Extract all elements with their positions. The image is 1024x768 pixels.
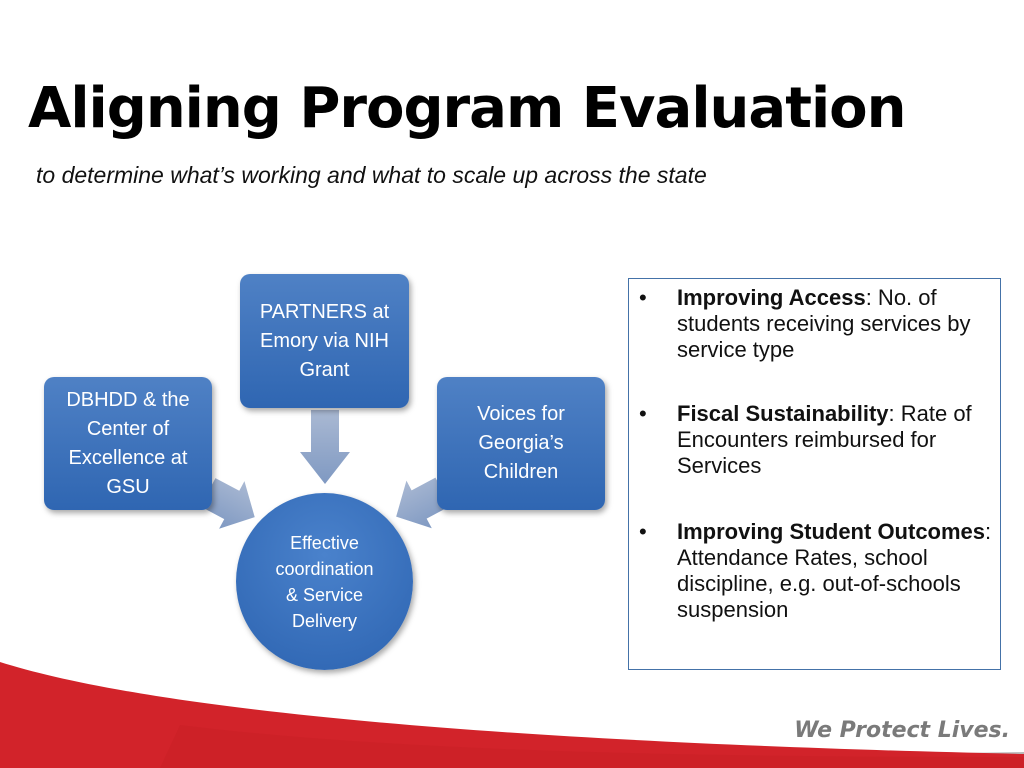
partners-line: Emory via NIH	[260, 329, 389, 352]
partners-line: PARTNERS at	[259, 300, 390, 323]
voices-line: Georgia’s	[478, 432, 564, 454]
bullet-heading: Fiscal Sustainability	[677, 401, 889, 426]
center-line: coordination	[275, 558, 374, 579]
voices-box	[437, 377, 605, 510]
bullet-text: : No. of students receiving services by service type	[677, 285, 971, 362]
center-circle	[236, 493, 413, 670]
center-line: Delivery	[291, 610, 357, 631]
bullet-dot: •	[639, 285, 647, 310]
dbhdd-line: Excellence at	[68, 446, 188, 469]
voices-line: Voices for	[477, 403, 565, 425]
center-line: & Service	[285, 584, 363, 605]
slide-subtitle: to determine what’s working and what to scale up across the state	[36, 162, 707, 188]
bullet-text: : Rate of Encounters reimbursed for Services	[677, 401, 972, 478]
partners-box	[240, 274, 409, 408]
dbhdd-line: Center of	[86, 417, 170, 440]
tagline: We Protect Lives.	[794, 718, 1010, 743]
bullet-text: : Attendance Rates, school discipline, e.g. out-of-schools suspension	[677, 519, 992, 622]
slide-title: Aligning Program Evaluation	[28, 76, 906, 141]
dbhdd-line: GSU	[106, 475, 150, 498]
bullet-dot: •	[639, 401, 647, 426]
outcomes-panel	[628, 278, 1001, 670]
bullet-dot: •	[639, 519, 647, 544]
center-line: Effective	[290, 532, 359, 553]
arrow-down	[300, 410, 350, 484]
bullet-heading: Improving Access	[677, 285, 866, 310]
partners-line: Grant	[299, 358, 350, 381]
voices-line: Children	[483, 461, 559, 483]
bullet-heading: Improving Student Outcomes	[677, 519, 986, 544]
dbhdd-line: DBHDD & the	[66, 388, 190, 411]
dbhdd-box	[44, 377, 212, 510]
